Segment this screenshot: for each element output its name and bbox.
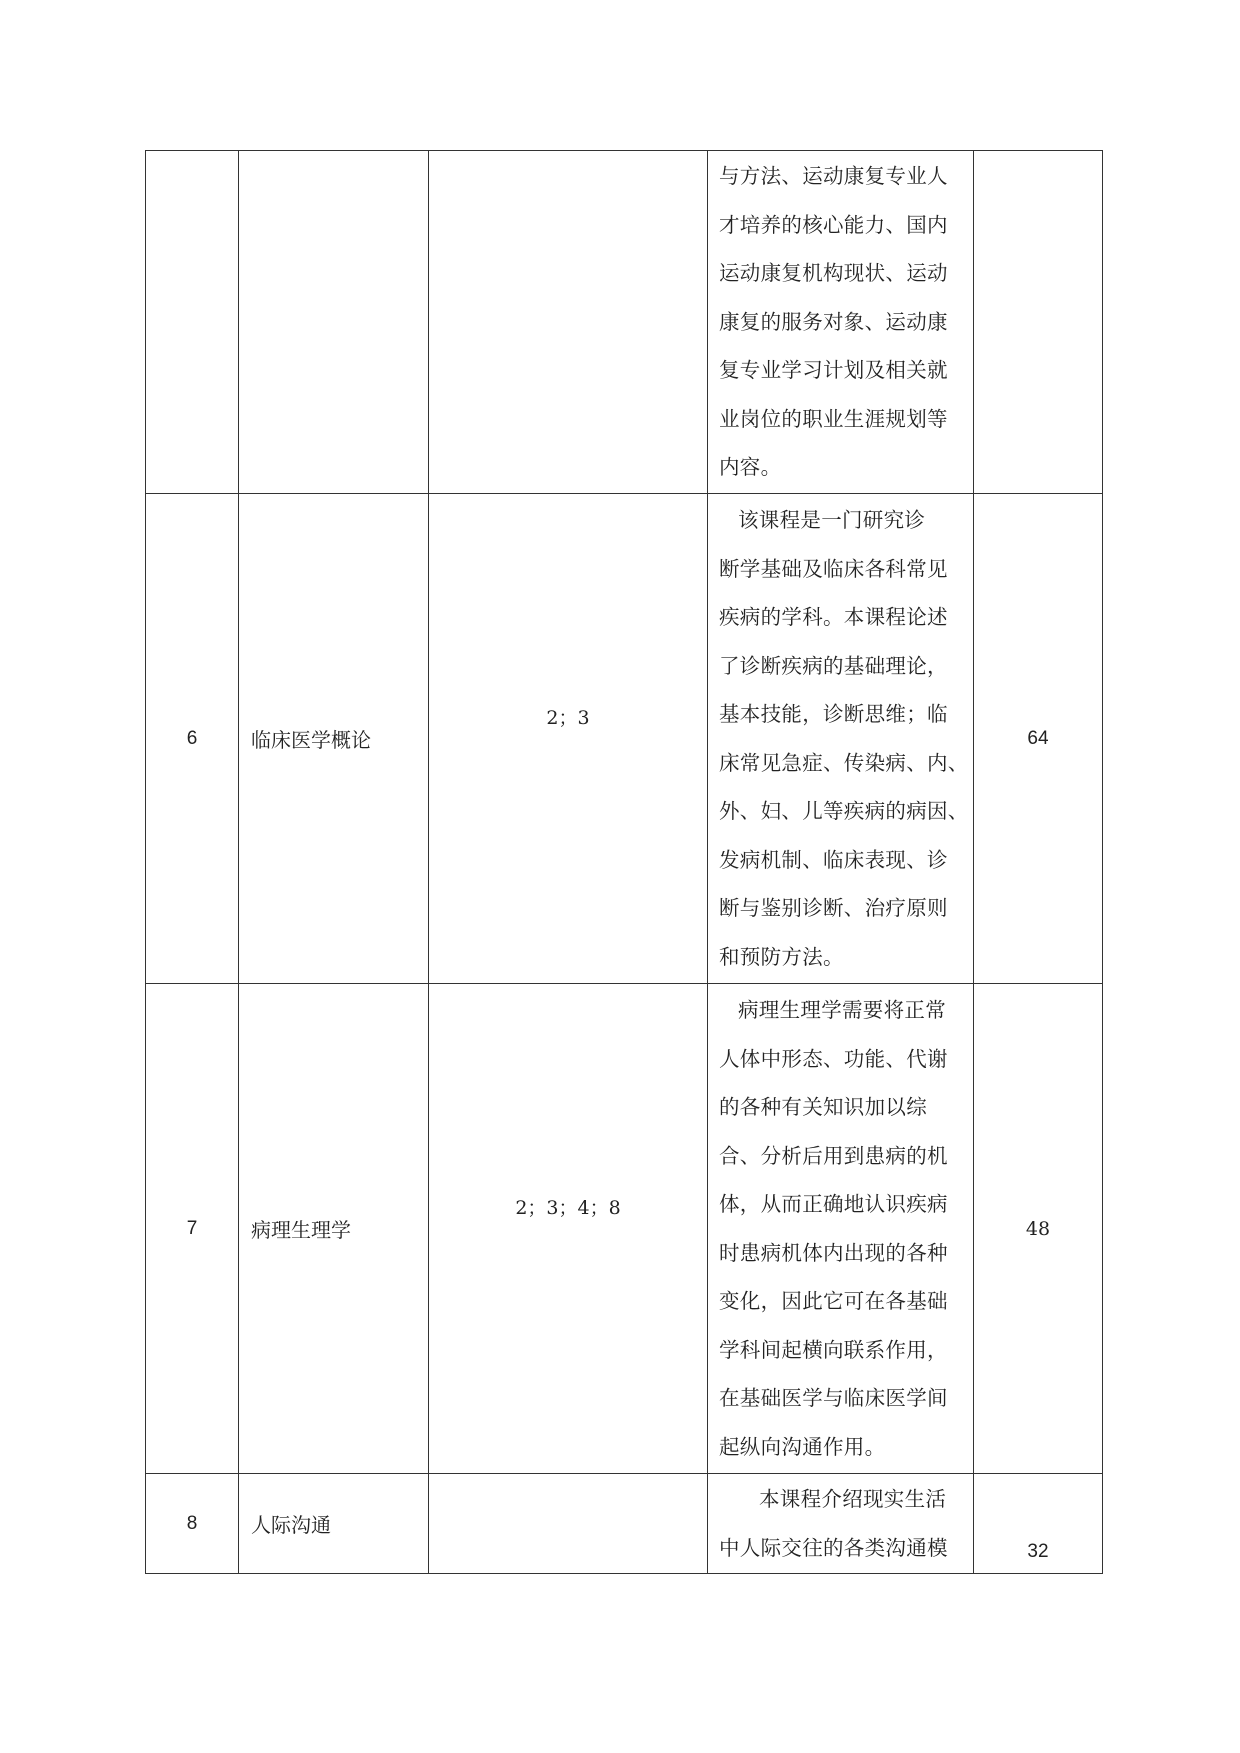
course-hours (974, 151, 1103, 494)
description-line: 断学基础及临床各科常见 (719, 556, 948, 581)
description-line: 体，从而正确地认识疾病 (719, 1192, 948, 1216)
course-number: 6 (146, 494, 239, 984)
description-line: 运动康复机构现状、运动 (719, 261, 948, 286)
description-line: 中人际交往的各类沟通模 (719, 1535, 948, 1560)
table-row (146, 984, 1103, 1474)
course-objectives (429, 984, 708, 1474)
description-line: 该课程是一门研究诊 (738, 508, 926, 532)
course-number: 7 (146, 984, 239, 1474)
description-line: 的各种有关知识加以综 (719, 1095, 927, 1119)
description-line: 病理生理学需要将正常 (738, 998, 946, 1022)
description-line: 与方法、运动康复专业人 (719, 164, 948, 189)
course-table (145, 150, 1103, 1574)
description-line: 和预防方法。 (719, 944, 844, 969)
course-description (708, 984, 974, 1474)
description-line: 合、分析后用到患病的机 (719, 1143, 948, 1168)
description-line: 内容。 (719, 455, 782, 480)
description-line: 起纵向沟通作用。 (719, 1434, 886, 1459)
description-line: 复专业学习计划及相关就 (719, 358, 948, 383)
course-number: 8 (146, 1474, 239, 1574)
table-row (146, 1474, 1103, 1574)
course-hours: 64 (974, 494, 1103, 984)
description-line: 时患病机体内出现的各种 (719, 1240, 948, 1265)
description-line: 发病机制、临床表现、诊 (719, 847, 948, 872)
description-line: 本课程介绍现实生活 (759, 1487, 947, 1511)
description-line: 了诊断疾病的基础理论， (719, 653, 948, 678)
course-objectives (429, 1474, 708, 1574)
description-line: 床常见急症、传染病、内、 (719, 750, 969, 775)
course-description (708, 1474, 974, 1574)
description-line: 才培养的核心能力、国内 (719, 212, 948, 237)
description-line: 变化，因此它可在各基础 (719, 1289, 948, 1313)
description-line: 康复的服务对象、运动康 (719, 309, 948, 334)
course-hours: 48 (974, 984, 1103, 1474)
course-hours: 32 (974, 1474, 1103, 1574)
description-line: 业岗位的职业生涯规划等 (719, 406, 948, 431)
course-description (708, 151, 974, 494)
description-line: 人体中形态、功能、代谢 (719, 1046, 948, 1071)
table-row (146, 151, 1103, 494)
table-row (146, 494, 1103, 984)
course-name: 临床医学概论 (239, 494, 429, 984)
description-line: 外、妇、儿等疾病的病因、 (719, 799, 969, 823)
course-name: 人际沟通 (239, 1474, 429, 1574)
course-objectives (429, 151, 708, 494)
description-line: 疾病的学科。本课程论述 (719, 605, 948, 629)
course-objectives (429, 494, 708, 984)
course-name (239, 151, 429, 494)
objectives-text: 2；3；4；8 (515, 1197, 621, 1219)
course-description (708, 494, 974, 984)
objectives-text: 2；3 (546, 707, 590, 729)
description-line: 在基础医学与临床医学间 (719, 1386, 948, 1410)
description-line: 学科间起横向联系作用， (719, 1337, 948, 1362)
description-line: 断与鉴别诊断、治疗原则 (719, 896, 948, 920)
course-number (146, 151, 239, 494)
course-name: 病理生理学 (239, 984, 429, 1474)
description-line: 基本技能，诊断思维；临 (719, 702, 948, 726)
